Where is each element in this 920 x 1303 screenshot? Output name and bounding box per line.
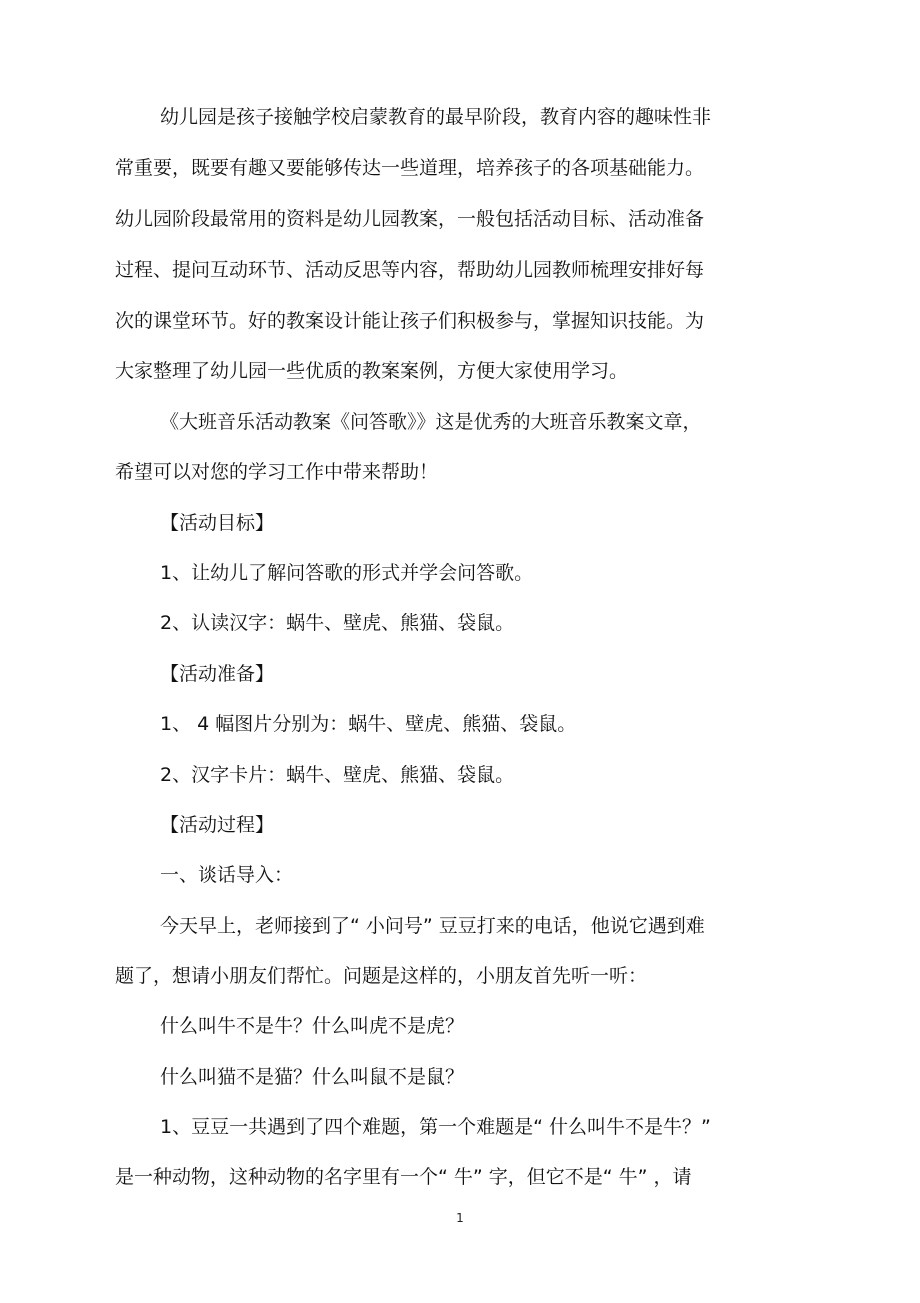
goal-item-1: 1、让幼儿了解问答歌的形式并学会问答歌。 <box>160 562 534 584</box>
paragraph-1-line-3: 幼儿园阶段最常用的资料是幼儿园教案，一般包括活动目标、活动准备 <box>115 208 705 230</box>
preparation-item-1: 1、 4 幅图片分别为：蜗牛、壁虎、熊猫、袋鼠。 <box>160 713 577 735</box>
page-number: 1 <box>456 1211 464 1225</box>
paragraph-2-line-1: 《大班音乐活动教案《问答歌》》这是优秀的大班音乐教案文章， <box>160 411 702 433</box>
goal-item-2: 2、认读汉字：蜗牛、壁虎、熊猫、袋鼠。 <box>160 612 515 634</box>
paragraph-intro-line-1: 今天早上，老师接到了“ 小问号” 豆豆打来的电话，他说它遇到难 <box>160 915 705 937</box>
paragraph-intro-line-2: 题了，想请小朋友们帮忙。问题是这样的，小朋友首先听一听： <box>115 965 648 987</box>
process-step-heading: 一、谈话导入： <box>160 864 294 886</box>
preparation-item-2: 2、汉字卡片：蜗牛、壁虎、熊猫、袋鼠。 <box>160 764 515 786</box>
paragraph-riddle-line-2: 是一种动物，这种动物的名字里有一个“ 牛” 字，但它不是“ 牛” ，请 <box>115 1166 692 1188</box>
section-heading-process: 【活动过程】 <box>160 814 275 836</box>
paragraph-1-line-6: 大家整理了幼儿园一些优质的教案案例，方便大家使用学习。 <box>115 360 629 382</box>
question-line-2: 什么叫猫不是猫？什么叫鼠不是鼠？ <box>160 1066 465 1088</box>
question-line-1: 什么叫牛不是牛？什么叫虎不是虎？ <box>160 1015 465 1037</box>
paragraph-1-line-2: 常重要，既要有趣又要能够传达一些道理，培养孩子的各项基础能力。 <box>115 157 705 179</box>
paragraph-1-line-5: 次的课堂环节。好的教案设计能让孩子们积极参与，掌握知识技能。为 <box>115 310 705 332</box>
paragraph-1-line-4: 过程、提问互动环节、活动反思等内容，帮助幼儿园教师梳理安排好每 <box>115 259 705 281</box>
paragraph-2-line-2: 希望可以对您的学习工作中带来帮助！ <box>115 461 439 483</box>
paragraph-riddle-line-1: 1、豆豆一共遇到了四个难题，第一个难题是“ 什么叫牛不是牛？” <box>160 1116 711 1138</box>
paragraph-1-line-1: 幼儿园是孩子接触学校启蒙教育的最早阶段，教育内容的趣味性非 <box>160 106 712 128</box>
section-heading-preparation: 【活动准备】 <box>160 663 275 685</box>
section-heading-goals: 【活动目标】 <box>160 512 275 534</box>
